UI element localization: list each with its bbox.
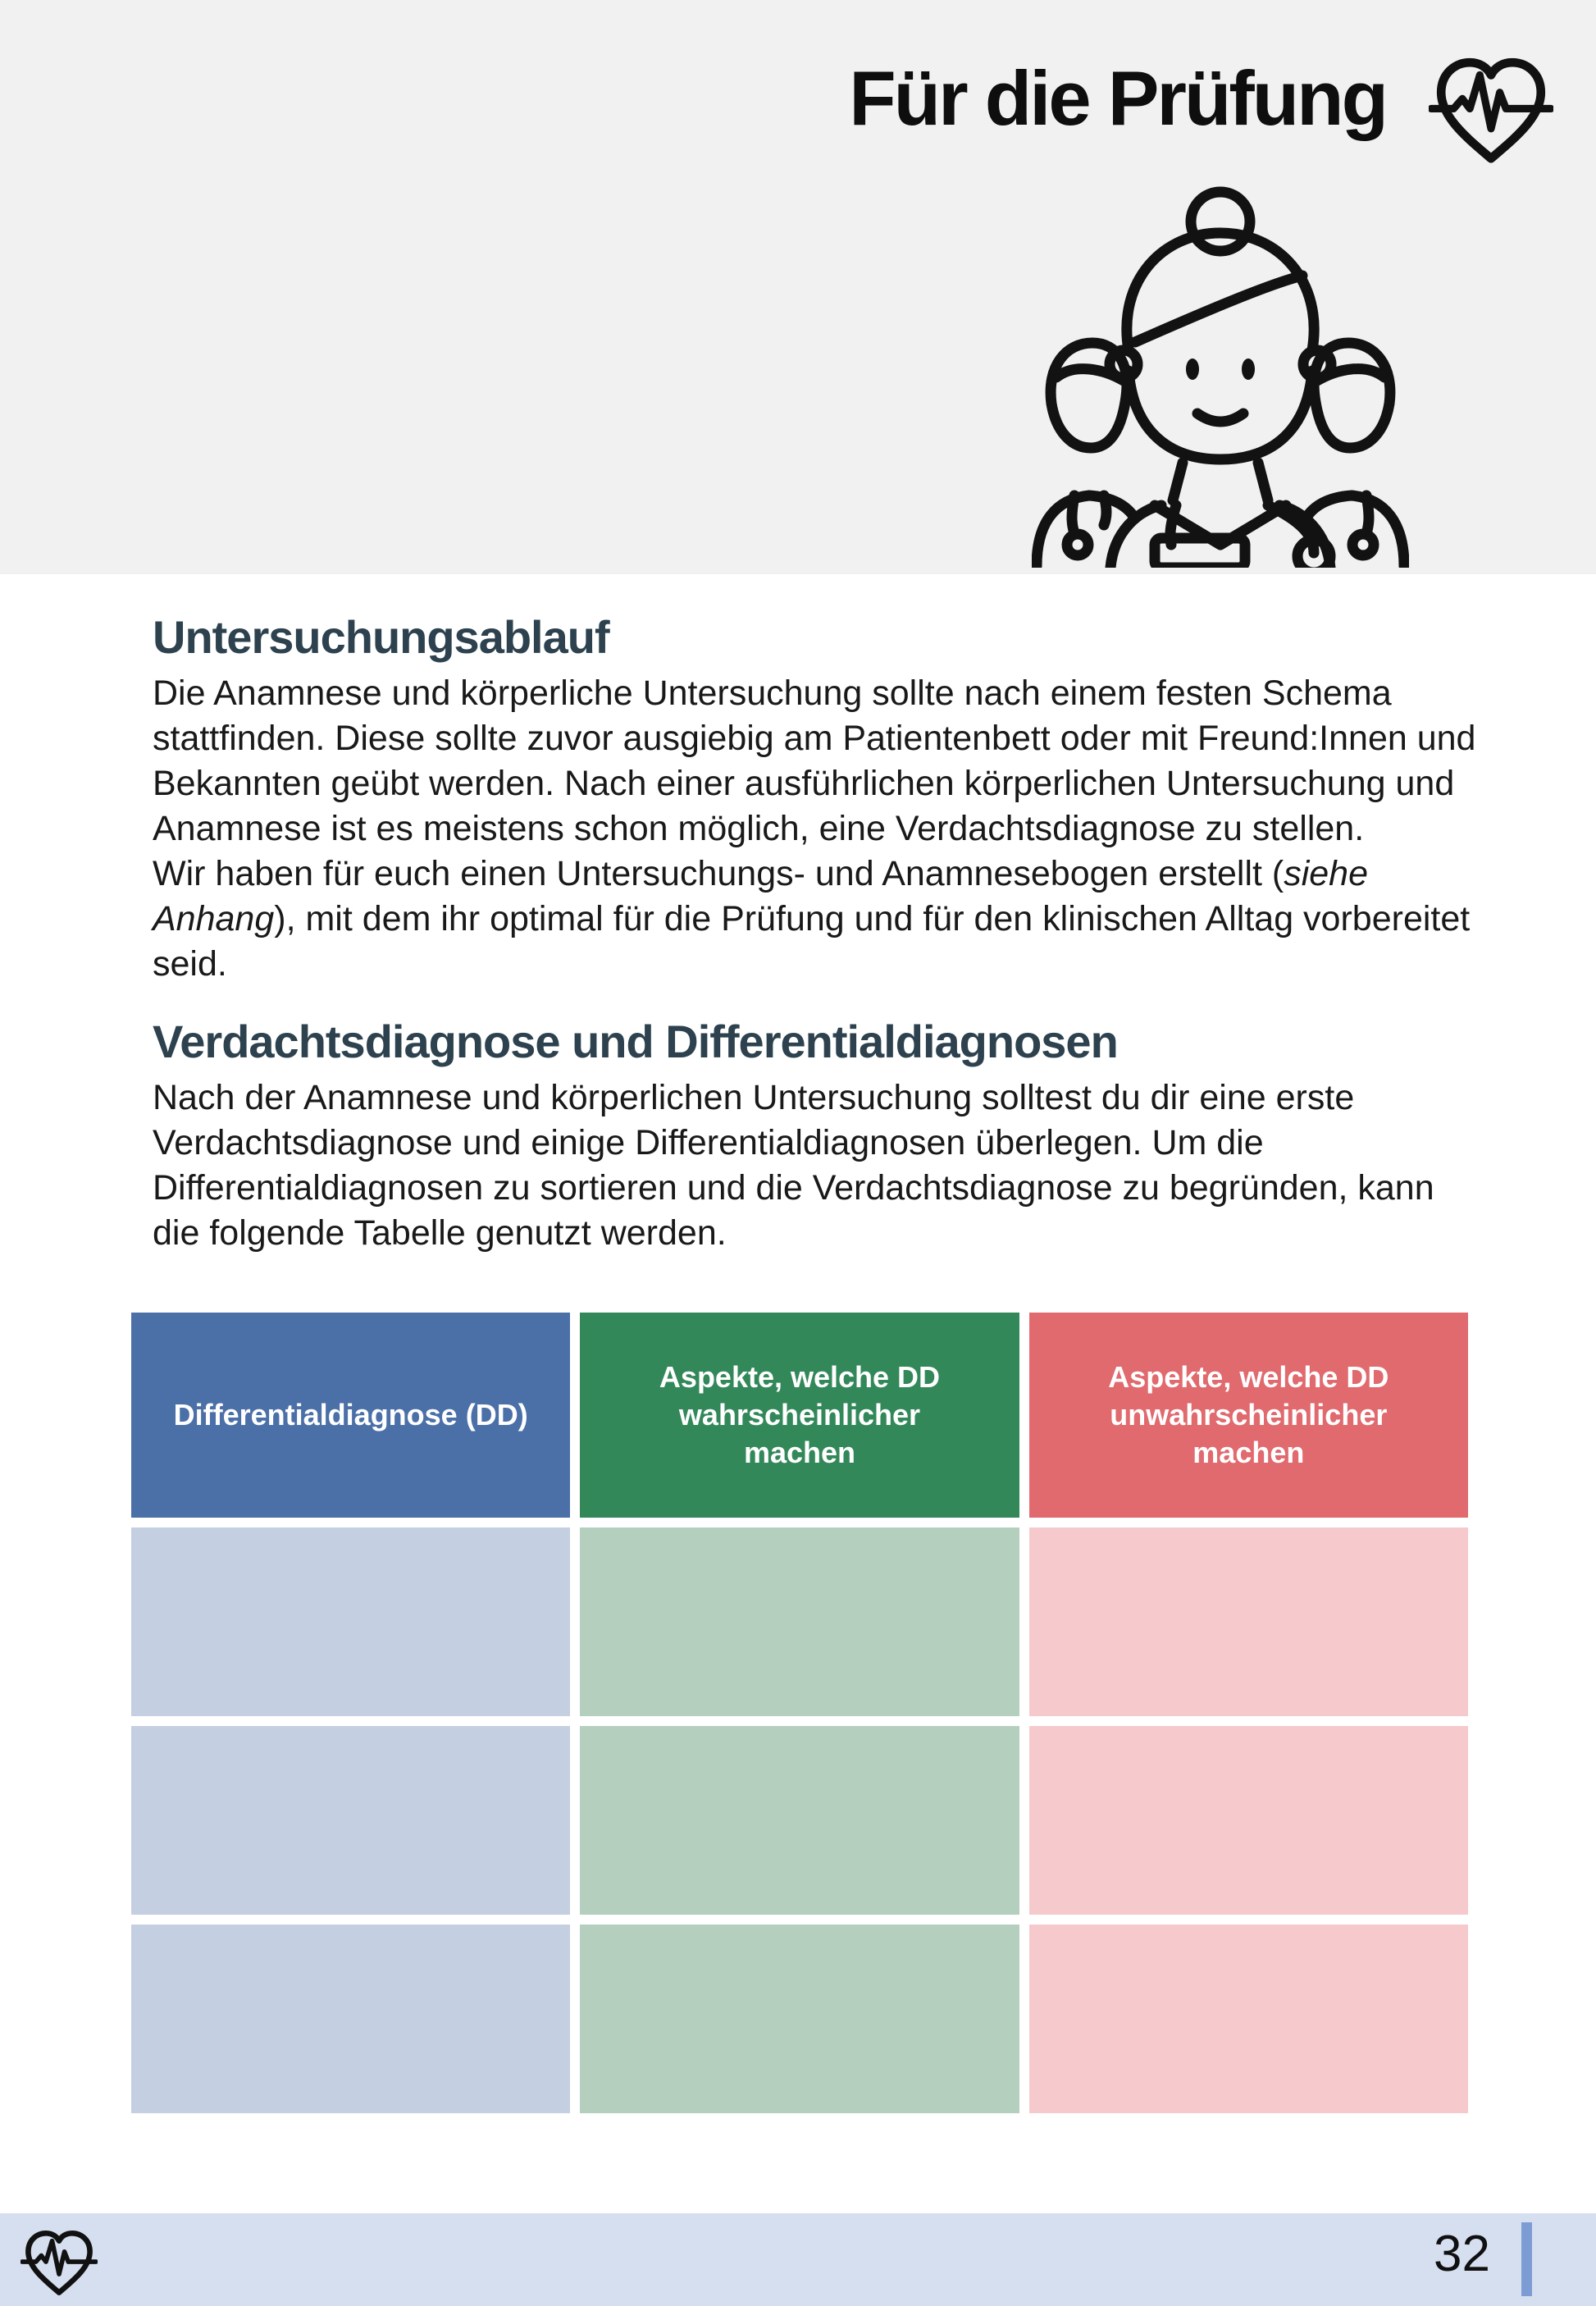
paragraph-untersuchungsablauf-1: Die Anamnese und körperliche Untersuchung sollte nach einem festen Schema stattfinden. Diese sollte zuvor ausgiebig am Patientenbett oder mit Freund:Innen und Bekannten geübt werden. Nach einer ausführlichen körperlichen Untersuchung und Anamnese ist es meistens schon möglich, eine Verdachtsdiagnose zu stellen. <box>153 674 1476 848</box>
heart-pulse-icon <box>1429 53 1553 167</box>
header-band <box>0 0 1596 574</box>
table-cell-empty <box>580 1527 1019 1716</box>
page-title: Für die Prüfung <box>849 55 1386 141</box>
medical-team-illustration <box>1032 174 1409 568</box>
section-heading-untersuchungsablauf: Untersuchungsablauf <box>153 611 609 663</box>
table-header-label: Aspekte, welche DD unwahrscheinlicher machen <box>1108 1360 1389 1469</box>
paragraph-part: Wir haben für euch einen Untersuchungs- und Anamnesebogen erstellt ( <box>153 854 1284 893</box>
table-cell-empty <box>131 1925 570 2113</box>
content-area <box>153 574 1489 1256</box>
differential-diagnosis-table <box>131 1313 1468 2113</box>
page-footer <box>0 2213 1596 2306</box>
table-cell-empty <box>1029 1925 1468 2113</box>
table-header-label: Differentialdiagnose (DD) <box>173 1398 528 1432</box>
table-cell-empty <box>1029 1527 1468 1716</box>
table-cell-empty <box>131 1726 570 1915</box>
table-header-label: Aspekte, welche DD wahrscheinlicher machen <box>659 1360 941 1469</box>
paragraph-part: ), mit dem ihr optimal für die Prüfung und für den klinischen Alltag vorbereitet seid. <box>153 899 1471 984</box>
heart-pulse-icon <box>21 2227 98 2298</box>
paragraph-verdachtsdiagnose-1: Nach der Anamnese und körperlichen Untersuchung solltest du dir eine erste Verdachtsdiagnose und einige Differentialdiagnosen überlegen. Um die Differentialdiagnosen zu sortieren und die Verdachtsdiagnose zu begründen, kann die folgende Tabelle genutzt werden. <box>153 1078 1434 1253</box>
table-header-differentialdiagnose <box>131 1313 570 1518</box>
page-number: 32 <box>1434 2226 1490 2282</box>
footer-accent-bar <box>1521 2222 1532 2296</box>
section-heading-verdachtsdiagnose: Verdachtsdiagnose und Differentialdiagnosen <box>153 1016 1118 1067</box>
table-header-aspekte-unwahrscheinlicher <box>1029 1313 1468 1518</box>
table-cell-empty <box>580 1726 1019 1915</box>
reference-siehe-anhang: siehe Anhang <box>153 854 1369 938</box>
paragraph-untersuchungsablauf-2 <box>153 852 1489 987</box>
table-cell-empty <box>131 1527 570 1716</box>
table-cell-empty <box>1029 1726 1468 1915</box>
table-cell-empty <box>580 1925 1019 2113</box>
table-header-aspekte-wahrscheinlicher <box>580 1313 1019 1518</box>
